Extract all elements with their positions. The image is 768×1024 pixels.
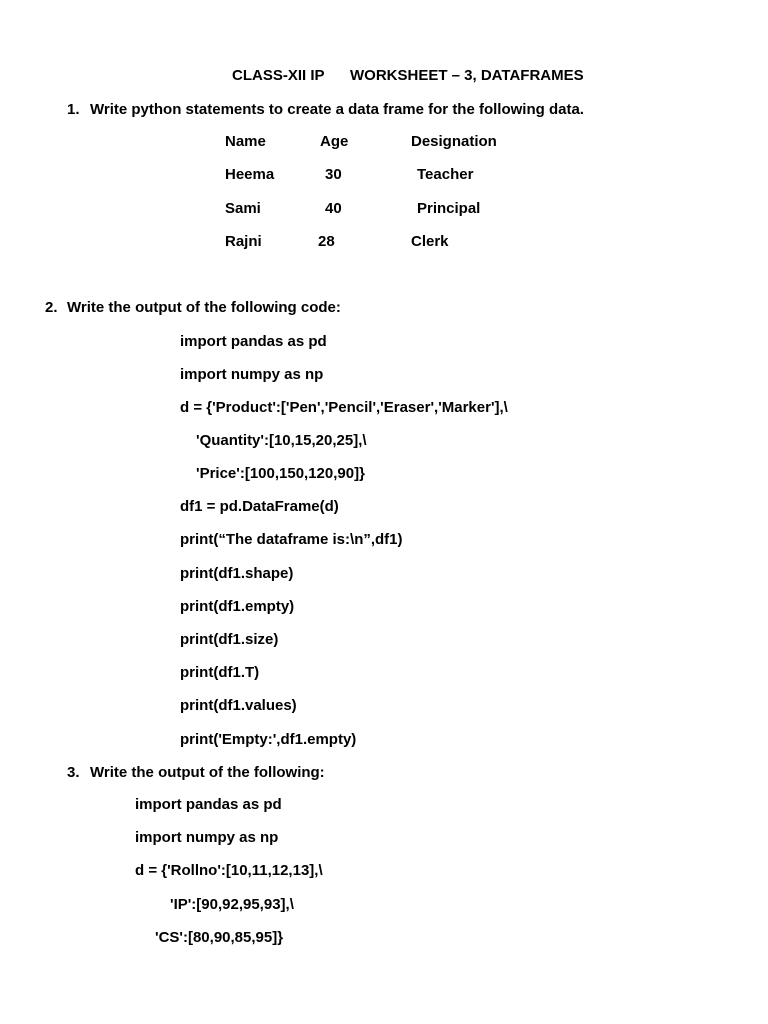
code-line: print(df1.size) bbox=[180, 631, 279, 648]
code-line: import numpy as np bbox=[135, 829, 279, 846]
table-cell-name: Rajni bbox=[225, 233, 262, 250]
code-line: print(df1.values) bbox=[180, 697, 297, 714]
worksheet-title: WORKSHEET – 3, DATAFRAMES bbox=[350, 67, 584, 84]
code-line: print('Empty:',df1.empty) bbox=[180, 731, 357, 748]
table-header-designation: Designation bbox=[411, 133, 497, 150]
table-header-age: Age bbox=[320, 133, 349, 150]
code-line: print(“The dataframe is:\n”,df1) bbox=[180, 531, 403, 548]
worksheet-class: CLASS-XII IP bbox=[232, 67, 325, 84]
q3-text: Write the output of the following: bbox=[90, 764, 325, 781]
code-line: import pandas as pd bbox=[180, 333, 327, 350]
table-cell-age: 40 bbox=[325, 200, 342, 217]
code-line: d = {'Rollno':[10,11,12,13],\ bbox=[135, 862, 323, 879]
q1-number: 1. bbox=[67, 101, 80, 118]
table-cell-age: 28 bbox=[318, 233, 335, 250]
code-line: import pandas as pd bbox=[135, 796, 282, 813]
table-cell-designation: Teacher bbox=[417, 166, 474, 183]
table-cell-name: Sami bbox=[225, 200, 261, 217]
table-cell-designation: Principal bbox=[417, 200, 481, 217]
code-line: 'IP':[90,92,95,93],\ bbox=[170, 896, 294, 913]
code-line: 'CS':[80,90,85,95]} bbox=[155, 929, 284, 946]
table-cell-name: Heema bbox=[225, 166, 275, 183]
code-line: print(df1.T) bbox=[180, 664, 260, 681]
q1-text: Write python statements to create a data frame for the following data. bbox=[90, 101, 584, 118]
code-line: 'Quantity':[10,15,20,25],\ bbox=[196, 432, 367, 449]
q2-number: 2. bbox=[45, 299, 58, 316]
table-cell-age: 30 bbox=[325, 166, 342, 183]
code-line: import numpy as np bbox=[180, 366, 324, 383]
code-line: print(df1.empty) bbox=[180, 598, 295, 615]
code-line: print(df1.shape) bbox=[180, 565, 294, 582]
q3-number: 3. bbox=[67, 764, 80, 781]
table-cell-designation: Clerk bbox=[411, 233, 449, 250]
code-line: d = {'Product':['Pen','Pencil','Eraser','Marker'],\ bbox=[180, 399, 508, 416]
table-header-name: Name bbox=[225, 133, 266, 150]
code-line: 'Price':[100,150,120,90]} bbox=[196, 465, 365, 482]
code-line: df1 = pd.DataFrame(d) bbox=[180, 498, 339, 515]
q2-text: Write the output of the following code: bbox=[67, 299, 341, 316]
